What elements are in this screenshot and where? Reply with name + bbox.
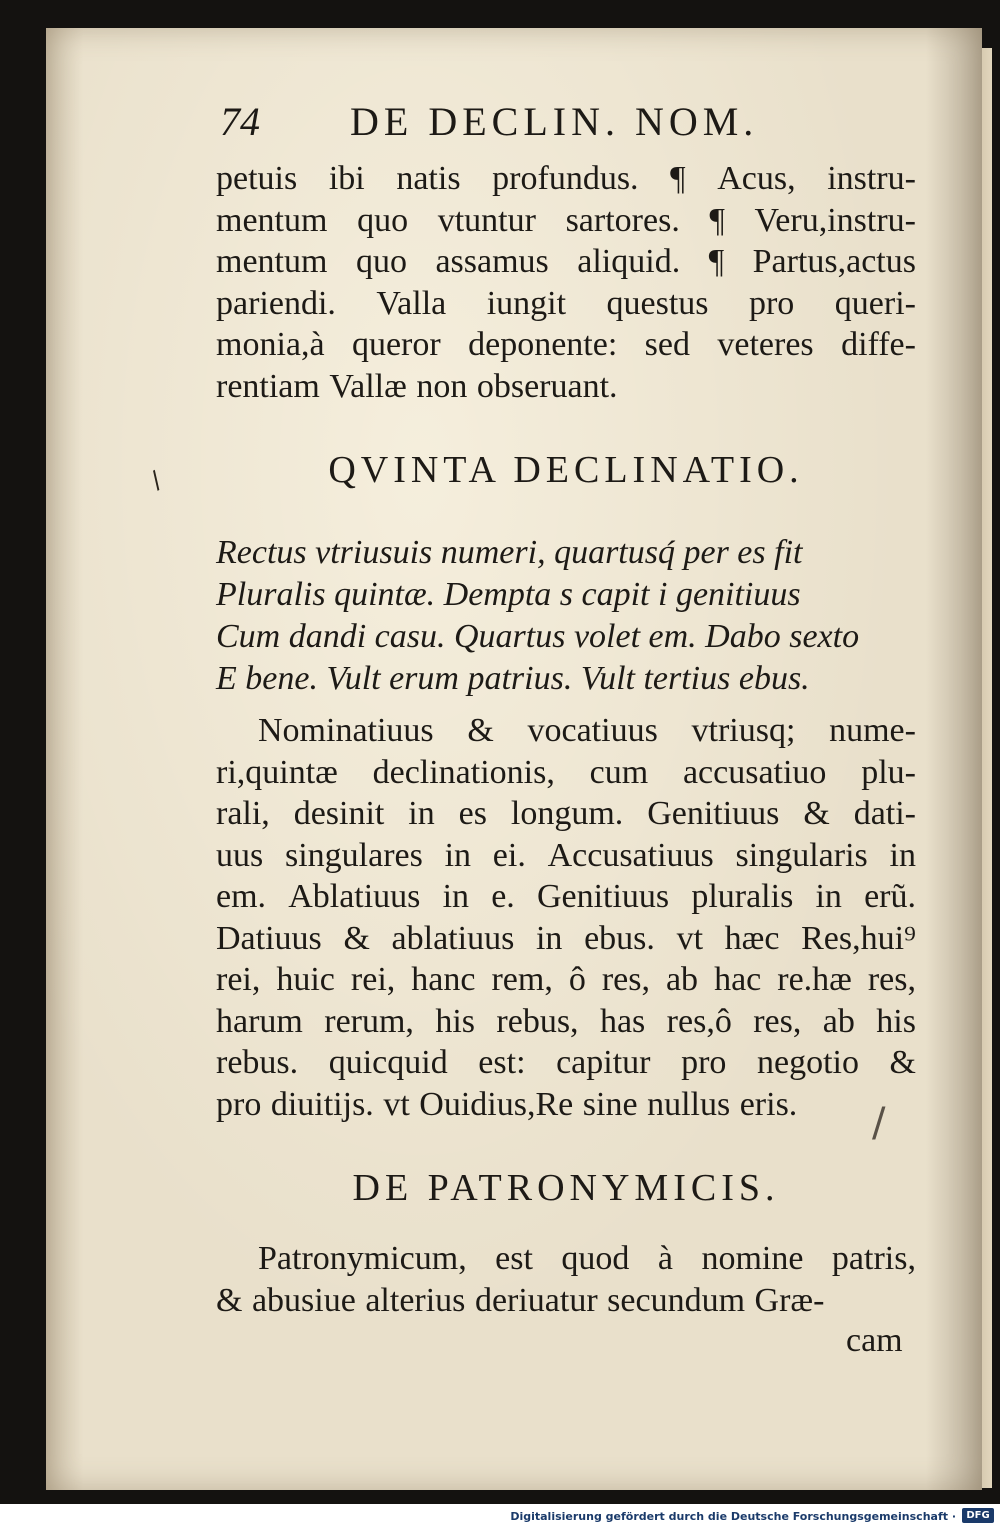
word: Genitiuus	[536, 878, 670, 915]
word: vtriusq;	[691, 712, 796, 749]
text-line	[216, 752, 916, 794]
word: ¶	[708, 243, 725, 280]
text-line	[216, 835, 916, 877]
word: &	[803, 795, 830, 832]
word: iungit	[486, 284, 567, 322]
word: instru-	[827, 160, 916, 197]
word: queri-	[834, 284, 916, 322]
word: Nominatiuus	[258, 712, 434, 749]
word: res,	[601, 961, 650, 998]
word: ab	[665, 961, 699, 998]
word: em.	[216, 878, 267, 915]
word: nomine	[701, 1240, 804, 1277]
word: sed	[644, 326, 690, 363]
word: cum	[589, 753, 649, 791]
word: abusiue	[251, 1281, 356, 1319]
word: questus	[606, 284, 709, 322]
digitization-credit: Digitalisierung gefördert durch die Deutsche Forschungsgemeinschaft ·	[510, 1510, 956, 1523]
word: longum.	[510, 795, 624, 832]
paragraph-patronymicum	[216, 1238, 916, 1321]
word: profundus.	[492, 160, 639, 197]
word: huic	[276, 961, 335, 998]
word: quicquid	[328, 1044, 448, 1081]
word: vocatiuus	[527, 712, 658, 749]
word: e.	[491, 878, 515, 915]
word: in	[442, 878, 470, 915]
word: aliquid.	[577, 243, 681, 280]
word: deponente:	[468, 326, 618, 363]
verse-line: E bene. Vult erum patrius. Vult tertius ebus.	[216, 660, 810, 697]
word: Valla	[376, 284, 447, 322]
word: patris,	[831, 1240, 916, 1277]
word: capitur	[556, 1044, 651, 1081]
verse-line: Rectus vtriusuis numeri, quartusq́ per es fit	[216, 534, 803, 571]
word: vt	[383, 1085, 410, 1123]
word: declinationis,	[372, 753, 555, 791]
running-header	[220, 98, 920, 145]
word: pariendi.	[216, 284, 336, 322]
word: deriuatur	[474, 1281, 598, 1319]
word: ¶	[670, 160, 686, 197]
word: est	[495, 1240, 533, 1277]
running-title: DE DECLIN. NOM.	[350, 99, 759, 144]
word: res,	[753, 1002, 802, 1040]
word: Ablatiuus	[288, 878, 421, 915]
word: has	[599, 1002, 646, 1040]
text-line	[216, 283, 916, 325]
word: hac	[714, 961, 762, 998]
word: hanc	[411, 961, 476, 998]
word: &	[889, 1044, 916, 1081]
word: vt	[676, 919, 704, 957]
word: in	[535, 919, 563, 957]
word: ri,quintæ	[216, 753, 338, 791]
word: Veru,instru-	[754, 201, 916, 239]
word: quod	[561, 1240, 630, 1277]
word: vtuntur	[437, 201, 536, 239]
word: his	[435, 1002, 476, 1040]
word: re.hæ	[777, 961, 852, 998]
word: rebus.	[216, 1044, 299, 1081]
word: nume-	[829, 712, 916, 749]
word: pro	[681, 1044, 727, 1081]
section-heading-patronymicis: DE PATRONYMICIS.	[352, 1167, 780, 1209]
word: in	[444, 836, 472, 874]
word: ei.	[492, 836, 526, 874]
word: rentiam	[216, 367, 320, 405]
word: queror	[351, 326, 441, 363]
word: Partus,actus	[752, 243, 916, 280]
word: &	[343, 919, 370, 957]
word: petuis	[216, 160, 298, 197]
word: &	[216, 1281, 243, 1319]
word: rebus,	[496, 1002, 579, 1040]
text-line	[216, 158, 916, 200]
word: à	[657, 1240, 673, 1277]
word: negotio	[756, 1044, 859, 1081]
word: singulares	[284, 836, 423, 874]
word: Accusatiuus	[547, 836, 714, 874]
text-line	[216, 366, 916, 408]
word: eris.	[739, 1085, 798, 1123]
word: rei,	[216, 961, 261, 998]
word: accusatiuo	[682, 753, 827, 791]
word: uus	[216, 836, 264, 874]
mnemonic-verse	[216, 532, 916, 700]
word: est:	[478, 1044, 526, 1081]
word: Res,hui⁹	[801, 919, 916, 957]
word: Vallæ	[329, 367, 407, 405]
word: rem,	[491, 961, 553, 998]
word: ô	[568, 961, 586, 998]
word: in	[889, 836, 916, 874]
word: diffe-	[841, 326, 916, 363]
word: Patronymicum,	[258, 1240, 467, 1277]
word: non	[416, 367, 468, 405]
catchword: cam	[846, 1322, 903, 1359]
word: Acus,	[717, 160, 796, 197]
word: rei,	[350, 961, 396, 998]
text-line	[216, 876, 916, 918]
word: diuitijs.	[270, 1085, 374, 1123]
text-line	[216, 959, 916, 1001]
paragraph-fourth-declension-end	[216, 158, 916, 407]
text-line	[216, 241, 916, 283]
word: Græ-	[754, 1281, 825, 1319]
word: ebus.	[584, 919, 655, 957]
word: ibi	[328, 160, 365, 197]
word: sine	[582, 1085, 638, 1123]
text-line	[216, 324, 916, 366]
word: in	[408, 795, 435, 832]
word: mentum	[216, 201, 328, 239]
section-heading-quinta: QVINTA DECLINATIO.	[328, 449, 804, 491]
word: his	[876, 1002, 916, 1040]
word: Ouidius,Re	[419, 1085, 574, 1123]
word: alterius	[365, 1281, 466, 1319]
word: erũ.	[864, 878, 916, 915]
text-line	[216, 918, 916, 960]
margin-pencil-mark: /	[872, 1100, 886, 1146]
word: ab	[822, 1002, 855, 1040]
text-line	[216, 1042, 916, 1084]
word: rerum,	[324, 1002, 414, 1040]
dfg-logo: DFG	[962, 1508, 994, 1523]
word: Genitiuus	[647, 795, 780, 832]
text-line	[216, 1238, 916, 1280]
word: pro	[216, 1085, 262, 1123]
word: ¶	[709, 201, 725, 239]
text-line	[216, 793, 916, 835]
word: sartores.	[565, 201, 680, 239]
text-line	[216, 1001, 916, 1043]
word: plu-	[861, 753, 916, 791]
word: hæc	[724, 919, 780, 957]
word: in	[815, 878, 842, 915]
paragraph-fifth-declension	[216, 710, 916, 1125]
word: dati-	[853, 795, 916, 832]
page-number: 74	[220, 99, 260, 144]
word: veteres	[717, 326, 814, 363]
word: res,	[867, 961, 916, 998]
word: natis	[396, 160, 461, 197]
text-line	[216, 1084, 916, 1126]
verse-line: Pluralis quintæ. Dempta s capit i genitiuus	[216, 576, 801, 613]
word: secundum	[607, 1281, 746, 1319]
word: rali,	[216, 795, 270, 832]
word: monia,à	[216, 326, 325, 363]
word: mentum	[216, 243, 328, 280]
word: obseruant.	[476, 367, 618, 405]
word: &	[467, 712, 494, 749]
text-line	[216, 1280, 916, 1322]
word: res,ô	[666, 1002, 732, 1040]
word: harum	[216, 1002, 303, 1040]
word: desinit	[293, 795, 385, 832]
text-line	[216, 710, 916, 752]
word: quo	[357, 201, 409, 239]
word: ablatiuus	[391, 919, 515, 957]
word: nullus	[647, 1085, 731, 1123]
word: singularis	[735, 836, 868, 874]
word: Datiuus	[216, 919, 322, 957]
word: pro	[748, 284, 795, 322]
verse-line: Cum dandi casu. Quartus volet em. Dabo sexto	[216, 618, 860, 655]
text-line	[216, 200, 916, 242]
word: pluralis	[691, 878, 794, 915]
margin-tick-mark: /	[145, 465, 167, 495]
word: assamus	[435, 243, 549, 280]
word: quo	[355, 243, 407, 280]
word: es	[458, 795, 487, 832]
